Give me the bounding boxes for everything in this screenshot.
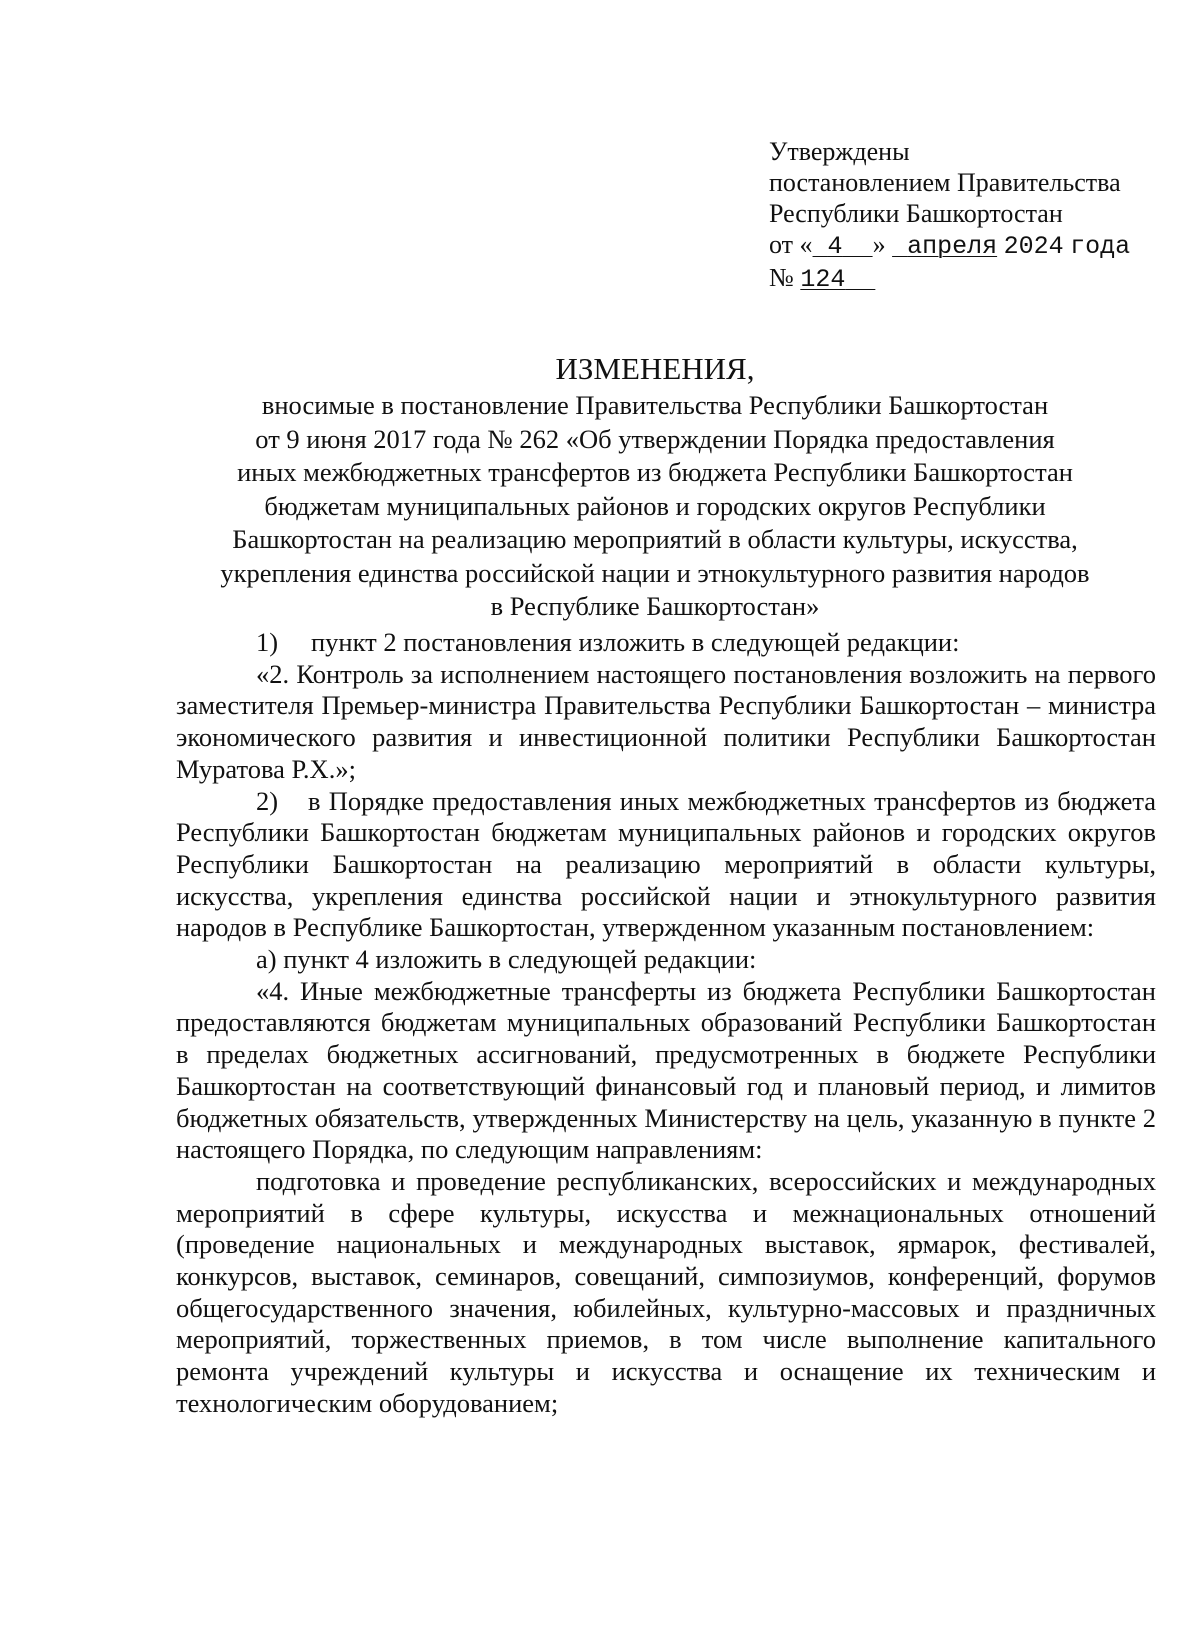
- approval-line-3: Республики Башкортостан: [769, 199, 1063, 228]
- item-1-number: 1): [256, 627, 279, 657]
- approval-line-1: Утверждены: [769, 137, 910, 166]
- date-month: апреля: [907, 232, 998, 261]
- title-heading: ИЗМЕНЕНИЯ,: [555, 351, 755, 386]
- title-line-7: в Республике Башкортостан»: [490, 591, 820, 621]
- item-1-text: пункт 2 постановления изложить в следующей редакции:: [311, 627, 960, 657]
- item-2-text: в Порядке предоставления иных межбюджетных трансфертов из бюджета Республики Башкортостан бюджетам муниципальных районов и городских округов Республики Башкортостан на реализацию мероприятий в области культуры, искусства, укрепления единства российской нации и этнокультурного развития народов в Республике Башкортостан, утвержденном указанным постановлением:: [176, 785, 1156, 943]
- title-line-6: укрепления единства российской нации и этнокультурного развития народов: [220, 557, 1090, 588]
- number-value: 124: [800, 265, 846, 294]
- item-2: [176, 786, 1156, 945]
- item-2-number: 2): [256, 785, 279, 816]
- direction-1: подготовка и проведение республиканских, всероссийских и международных мероприятий в сфере культуры, искусства и межнациональных отношений (проведение национальных и международных выставок, ярмарок, фестивалей, конкурсов, выставок, семинаров, совещаний, симпозиумов, конференций, форумов общегосударственного значения, юбилейных, культурно-массовых и праздничных мероприятий, торжественных приемов, в том числе выполнение капитального ремонта учреждений культуры и искусства и оснащение их техническим и технологическим оборудованием;: [176, 1165, 1156, 1418]
- title-line-2: от 9 июня 2017 года № 262 «Об утверждении Порядка предоставления: [255, 423, 1055, 454]
- date-prefix: от «: [769, 230, 813, 259]
- approval-number: [769, 262, 1130, 295]
- subitem-a: а) пункт 4 изложить в следующей редакции:: [256, 944, 757, 975]
- title-line-5: Башкортостан на реализацию мероприятий в области культуры, искусства,: [232, 524, 1078, 554]
- title-line-1: вносимые в постановление Правительства Республики Башкортостан: [261, 390, 1049, 420]
- date-day: 4: [827, 232, 843, 261]
- quote-paragraph-2: «2. Контроль за исполнением настоящего постановления возложить на первого заместителя Премьер-министра Правительства Республики Башкортостан – министра экономического развития и инвестиционной политики Республики Башкортостан Муратова Р.Х.»;: [176, 658, 1156, 784]
- title-line-4: бюджетам муниципальных районов и городских округов Республики: [264, 490, 1046, 521]
- approval-date: [769, 229, 1130, 262]
- title-line-3: иных межбюджетных трансфертов из бюджета Республики Башкортостан: [237, 457, 1073, 487]
- item-1: [176, 627, 1156, 659]
- quote-paragraph-4: «4. Иные межбюджетные трансферты из бюджета Республики Башкортостан предоставляются бюджетам муниципальных образований Республики Башкортостан в пределах бюджетных ассигнований, предусмотренных в бюджете Республики Башкортостан на соответствующий финансовый год и плановый период, и лимитов бюджетных обязательств, утвержденных Министерству на цель, указанную в пункте 2 настоящего Порядка, по следующим направлениям:: [176, 975, 1156, 1165]
- date-mid: »: [872, 230, 886, 259]
- approval-line-2: постановлением Правительства: [769, 168, 1121, 197]
- document-body: [176, 627, 1156, 1420]
- number-prefix: №: [769, 263, 794, 292]
- document-title: [150, 349, 1160, 624]
- date-year-suffix: года: [1070, 232, 1131, 261]
- approval-stamp: [769, 136, 1130, 295]
- date-year: 2024: [1003, 232, 1064, 261]
